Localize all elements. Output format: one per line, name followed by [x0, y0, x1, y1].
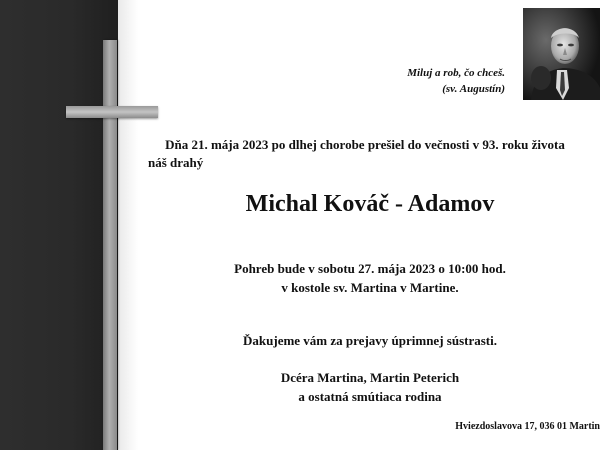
cross-horizontal-beam	[66, 106, 158, 118]
funeral-date-line: Pohreb bude v sobotu 27. mája 2023 o 10:00 hod.	[234, 261, 506, 276]
funeral-info	[140, 259, 600, 297]
portrait-image	[523, 8, 600, 100]
thanks-line: Ďakujeme vám za prejavy úprimnej sústrasti.	[243, 333, 497, 348]
deceased-photo	[523, 8, 600, 100]
cross-vertical-beam	[103, 40, 117, 450]
quote-block	[360, 65, 505, 97]
mourners-line-1: Dcéra Martina, Martin Peterich	[280, 370, 460, 385]
deceased-name: Michal Kováč - Adamov	[245, 191, 495, 217]
intro-line-2: náš drahý	[148, 155, 204, 170]
mourners-block	[140, 368, 600, 406]
address-footer: Hviezdoslavova 17, 036 01 Martin	[455, 421, 600, 432]
quote-text: Miluj a rob, čo chceš.	[407, 67, 505, 79]
funeral-place-line: v kostole sv. Martina v Martine.	[281, 280, 459, 295]
mourners-line-2: a ostatná smútiaca rodina	[298, 389, 442, 404]
side-panel	[0, 0, 118, 450]
side-panel-highlight	[118, 0, 138, 450]
intro-line-1: Dňa 21. mája 2023 po dlhej chorobe prešiel do večnosti v 93. roku života	[165, 137, 565, 152]
quote-author: (sv. Augustín)	[442, 83, 505, 95]
announcement-intro	[140, 136, 590, 172]
